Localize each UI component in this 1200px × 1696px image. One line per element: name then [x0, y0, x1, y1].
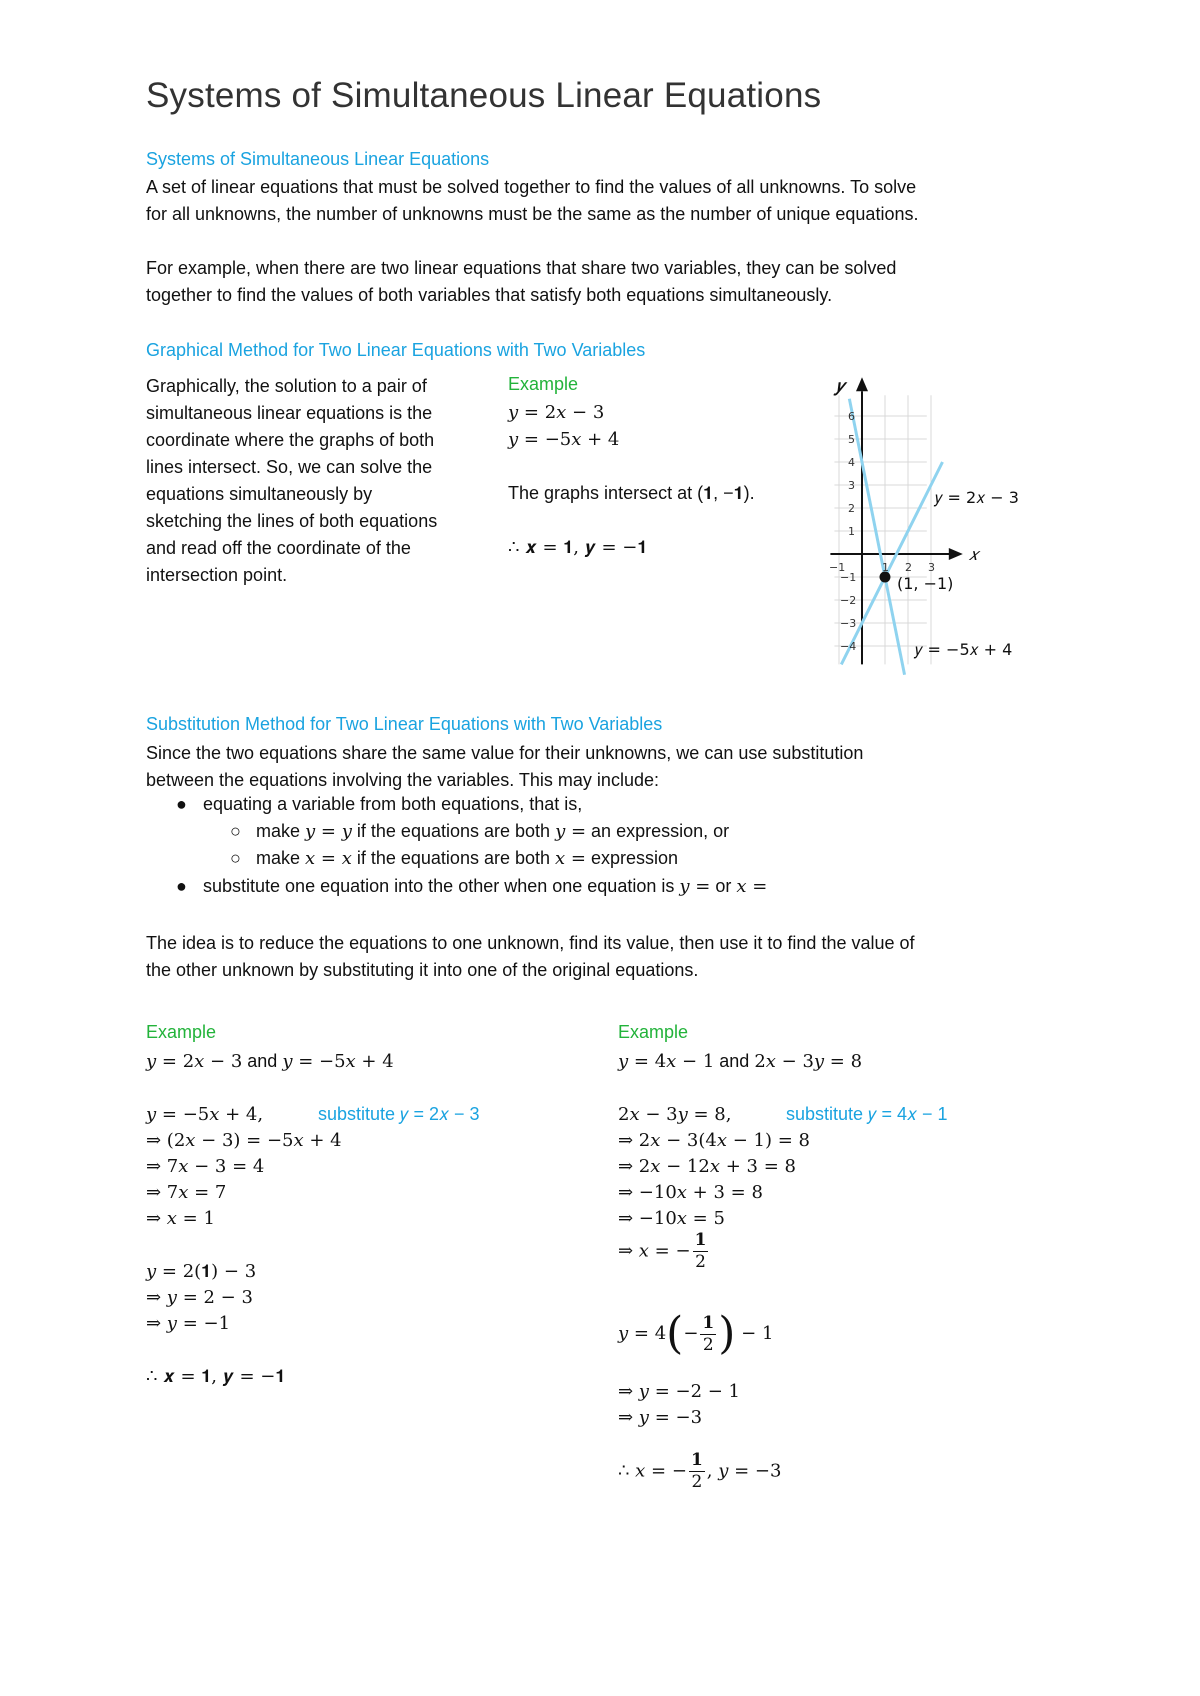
- series-label-2: 𝑦 = −5𝑥 + 4: [915, 640, 1013, 659]
- y-tick-label: −3: [840, 617, 857, 630]
- y-tick-label: −2: [840, 594, 857, 607]
- section-heading-substitution: Substitution Method for Two Linear Equations with Two Variables: [146, 714, 663, 734]
- description-line: intersection point.: [146, 565, 288, 585]
- example-right-label: Example: [618, 1022, 689, 1042]
- equation-1: 𝑦 = 2𝑥 − 3: [508, 402, 605, 423]
- example-right-step-fraction: ⇒ 𝑥 = − $\frac{1}{2}$: [618, 1230, 707, 1272]
- example-left-step: 𝑦 = 2(𝟏) − 3: [146, 1261, 257, 1282]
- x-tick-label: −1: [829, 561, 846, 574]
- example-left-step: ⇒ (2𝑥 − 3) = −5𝑥 + 4: [146, 1130, 342, 1151]
- circle-bullet-icon: ○: [230, 821, 241, 841]
- y-tick-label: 4: [848, 456, 855, 469]
- example-left-label: Example: [146, 1022, 217, 1042]
- sub-bullet-text: make 𝑦 = 𝑦 if the equations are both 𝑦 = an expression, or: [256, 821, 730, 842]
- y-tick-label: 5: [848, 433, 855, 446]
- description-line: sketching the lines of both equations: [146, 511, 438, 531]
- example-left-step: 𝑦 = −5𝑥 + 4,: [146, 1104, 264, 1125]
- graphical-description: [146, 373, 491, 589]
- example-right-step: ⇒ 2𝑥 − 12𝑥 + 3 = 8: [618, 1156, 796, 1177]
- y-tick-label: 3: [848, 479, 855, 492]
- example-right-step: 2𝑥 − 3𝑦 = 8,: [618, 1104, 732, 1125]
- y-tick-label: 2: [848, 502, 855, 515]
- fraction: $\frac{1}{2}$: [694, 1230, 707, 1272]
- example-right-conclusion: ∴ 𝑥 = − $\frac{1}{2}$ , 𝑦 = −3: [618, 1450, 782, 1492]
- example-right-step: ⇒ 𝑦 = −2 − 1: [618, 1381, 741, 1402]
- paragraph-line: between the equations involving the variables. This may include:: [146, 770, 659, 790]
- paragraph-line: A set of linear equations that must be solved together to find the values of all unknowns. To solve: [146, 177, 917, 197]
- y-axis-label: 𝑦: [836, 376, 844, 397]
- bullet-text: equating a variable from both equations, that is,: [203, 794, 583, 814]
- description-line: simultaneous linear equations is the: [146, 403, 433, 423]
- example-left-note: substitute 𝑦 = 2𝑥 − 3: [318, 1104, 480, 1124]
- paragraph-line: together to find the values of both variables that satisfy both equations simultaneously.: [146, 285, 833, 305]
- paragraph-line: the other unknown by substituting it into one of the original equations.: [146, 960, 699, 980]
- bullet-text: substitute one equation into the other when one equation is 𝑦 = or 𝑥 =: [203, 876, 768, 897]
- x-axis-label: 𝑥: [968, 545, 979, 565]
- example-left-step: ⇒ 7𝑥 = 7: [146, 1182, 227, 1203]
- circle-bullet-icon: ○: [230, 848, 241, 868]
- x-tick-label: 2: [905, 561, 912, 574]
- y-tick-label: 1: [848, 525, 855, 538]
- x-tick-label: 3: [928, 561, 935, 574]
- description-line: lines intersect. So, we can solve the: [146, 457, 433, 477]
- example-right-header: 𝑦 = 4𝑥 − 1 and 2𝑥 − 3𝑦 = 8: [618, 1051, 863, 1072]
- example-right-step: ⇒ −10𝑥 = 5: [618, 1208, 725, 1229]
- example-left-header: 𝑦 = 2𝑥 − 3 and 𝑦 = −5𝑥 + 4: [146, 1051, 394, 1072]
- description-line: Graphically, the solution to a pair of: [146, 376, 427, 396]
- graph-labels: [829, 376, 1019, 659]
- x-axis-arrow-icon: [949, 548, 963, 560]
- fraction: $\frac{1}{2}$: [690, 1450, 703, 1492]
- paragraph-line: For example, when there are two linear equations that share two variables, they can be solved: [146, 258, 897, 278]
- intersection-graph: [820, 368, 1090, 680]
- example-left-step: ⇒ 𝑥 = 1: [146, 1208, 215, 1229]
- description-line: and read off the coordinate of the: [146, 538, 411, 558]
- intersect-statement: The graphs intersect at (𝟏, −𝟏).: [508, 483, 755, 503]
- sub-bullet-text: make 𝑥 = 𝑥 if the equations are both 𝑥 = expression: [256, 848, 679, 869]
- example-right-step: ⇒ −10𝑥 + 3 = 8: [618, 1182, 763, 1203]
- description-line: coordinate where the graphs of both: [146, 430, 435, 450]
- x-tick-label: 1: [882, 561, 889, 574]
- graph-lines: [841, 399, 942, 675]
- graphical-conclusion: ∴ 𝒙 = 𝟏, 𝒚 = −𝟏: [508, 537, 648, 558]
- example-left-step: ⇒ 7𝑥 − 3 = 4: [146, 1156, 265, 1177]
- fraction: $\frac{1}{2}$: [702, 1312, 715, 1355]
- equation-2: 𝑦 = −5𝑥 + 4: [508, 429, 620, 450]
- section-heading-systems: Systems of Simultaneous Linear Equations: [146, 149, 490, 169]
- paragraph-line: The idea is to reduce the equations to one unknown, find its value, then use it to find the value of: [146, 933, 915, 953]
- example-right-step: ⇒ 2𝑥 − 3(4𝑥 − 1) = 8: [618, 1130, 810, 1151]
- page-title: Systems of Simultaneous Linear Equations: [146, 76, 822, 115]
- y-tick-label: 6: [848, 410, 855, 423]
- series-label-1: 𝑦 = 2𝑥 − 3: [935, 488, 1019, 507]
- y-tick-label: −1: [840, 571, 857, 584]
- description-line: equations simultaneously by: [146, 484, 373, 504]
- y-axis-arrow-icon: [856, 377, 868, 391]
- example-right-step-fraction: 𝑦 = 4(− $\frac{1}{2}$ ) − 1: [618, 1308, 774, 1359]
- section-heading-graphical: Graphical Method for Two Linear Equations with Two Variables: [146, 340, 646, 360]
- y-tick-label: −4: [840, 640, 857, 653]
- example-right-step: ⇒ 𝑦 = −3: [618, 1407, 703, 1428]
- intersection-label: (1, −1): [897, 574, 954, 593]
- paragraph-line: Since the two equations share the same value for their unknowns, we can use substitution: [146, 743, 864, 763]
- bullet-dot-icon: ●: [176, 794, 187, 814]
- example-left-step: ⇒ 𝑦 = 2 − 3: [146, 1287, 253, 1308]
- example-left-step: ⇒ 𝑦 = −1: [146, 1313, 231, 1334]
- paragraph-line: for all unknowns, the number of unknowns must be the same as the number of unique equations.: [146, 204, 919, 224]
- bullet-dot-icon: ●: [176, 876, 187, 896]
- example-left-conclusion: ∴ 𝒙 = 𝟏, 𝒚 = −𝟏: [146, 1366, 286, 1387]
- example-label: Example: [508, 374, 579, 394]
- example-right-note: substitute 𝑦 = 4𝑥 − 1: [786, 1104, 948, 1124]
